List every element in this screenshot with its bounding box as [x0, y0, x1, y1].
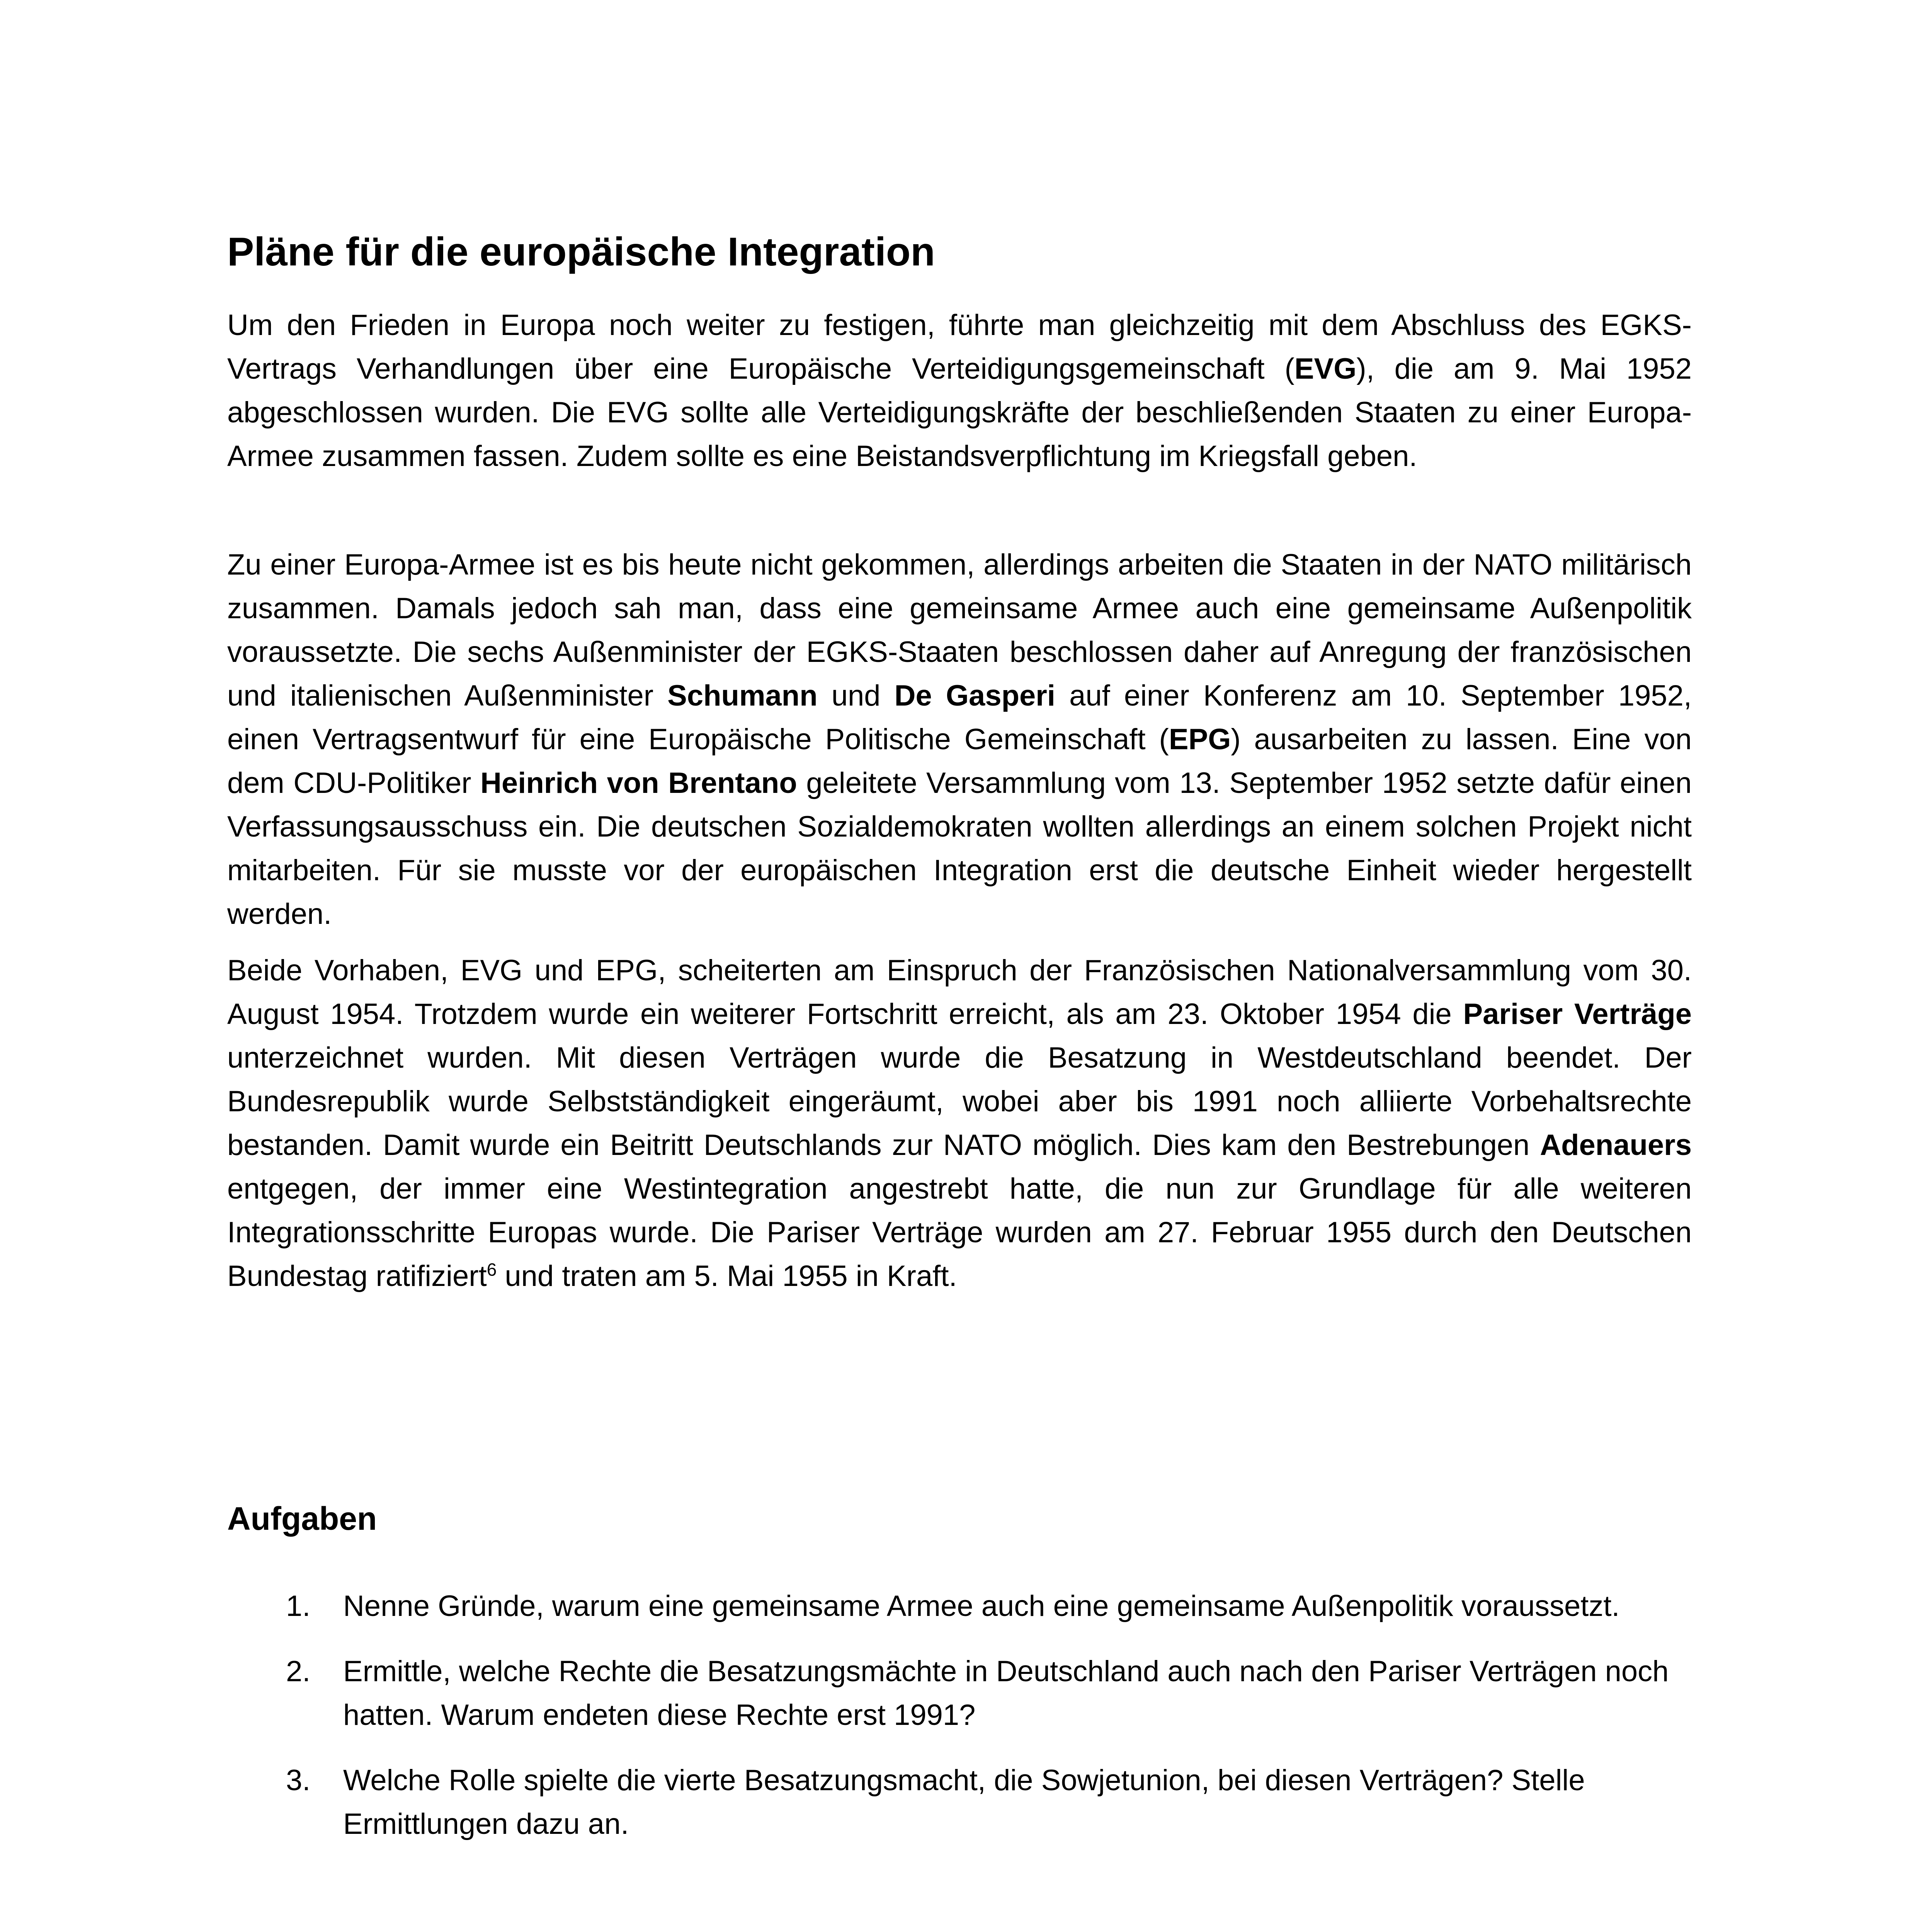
text-run: auf einer Konferenz am 10. September 1952, einen Vertragsentwurf für eine Europäische Politische Gemeinschaft ( [227, 679, 1692, 756]
bold-term: Schumann [667, 679, 818, 712]
text-run: ), die am 9. Mai 1952 abgeschlossen wurden. Die EVG sollte alle Verteidigungskräfte der beschließenden Staaten zu einer Europa-Armee zusammen fassen. Zudem sollte es eine Beistandsverpflichtung im Kriegsfall geben. [227, 352, 1692, 473]
bold-term: De Gasperi [894, 679, 1055, 712]
text-run: entgegen, der immer eine Westintegration angestrebt hatte, die nun zur Grundlage für alle weiteren Integrationsschritte Europas wurde. Die Pariser Verträge wurden am 27. Februar 1955 durch den Deutschen Bundestag ratifiziert [227, 1172, 1692, 1293]
bold-term: EVG [1294, 352, 1357, 385]
text-run: Beide Vorhaben, EVG und EPG, scheiterten am Einspruch der Französischen Nationalversammlung vom 30. August 1954. Trotzdem wurde ein weiterer Fortschritt erreicht, als am 23. Oktober 1954 die [227, 954, 1692, 1031]
section-heading: Pläne für die europäische Integration [227, 230, 935, 274]
task-item [286, 1759, 1692, 1846]
text-run: und traten am 5. Mai 1955 in Kraft. [497, 1260, 957, 1293]
task-number: 1. [286, 1590, 311, 1622]
bold-term: Heinrich von Brentano [480, 767, 797, 799]
task-text: Ermittle, welche Rechte die Besatzungsmächte in Deutschland auch nach den Pariser Verträgen noch hatten. Warum endeten diese Rechte erst 1991? [343, 1655, 1669, 1731]
paragraph-pariser-vertraege [227, 949, 1692, 1298]
text-run: und [817, 679, 895, 712]
text-run: Um den Frieden in Europa noch weiter zu festigen, führte man gleichzeitig mit dem Abschluss des EGKS-Vertrags Verhandlungen über eine Europäische Verteidigungsgemeinschaft ( [227, 309, 1692, 385]
tasks-heading: Aufgaben [227, 1500, 377, 1537]
text-run: Zu einer Europa-Armee ist es bis heute nicht gekommen, allerdings arbeiten die Staaten in der NATO militärisch zusammen. Damals jedoch sah man, dass eine gemeinsame Armee auch eine gemeinsame Außenpolitik voraussetzte. Die sechs Außenminister der EGKS-Staaten beschlossen daher auf Anregung der französischen und italienischen Außenminister [227, 548, 1692, 712]
tasks-list [286, 1584, 1692, 1867]
task-number: 2. [286, 1655, 311, 1688]
task-number: 3. [286, 1764, 311, 1797]
bold-term: Adenauers [1540, 1129, 1692, 1162]
bold-term: Pariser Verträge [1463, 998, 1692, 1031]
task-text: Nenne Gründe, warum eine gemeinsame Armee auch eine gemeinsame Außenpolitik voraussetzt. [343, 1590, 1620, 1622]
paragraph-evg [227, 303, 1692, 478]
task-item [286, 1650, 1692, 1737]
text-run: unterzeichnet wurden. Mit diesen Verträgen wurde die Besatzung in Westdeutschland beendet. Der Bundesrepublik wurde Selbstständigkeit eingeräumt, wobei aber bis 1991 noch alliierte Vorbehaltsrechte bestanden. Damit wurde ein Beitritt Deutschlands zur NATO möglich. Dies kam den Bestrebungen [227, 1041, 1692, 1162]
bold-term: EPG [1169, 723, 1231, 756]
footnote-reference: 6 [486, 1259, 497, 1280]
task-item [286, 1584, 1692, 1628]
text-run: ) ausarbeiten zu lassen. Eine von dem CDU-Politiker [227, 723, 1692, 799]
paragraph-epg [227, 543, 1692, 936]
task-text: Welche Rolle spielte die vierte Besatzungsmacht, die Sowjetunion, bei diesen Verträgen? Stelle Ermittlungen dazu an. [343, 1764, 1585, 1840]
text-run: geleitete Versammlung vom 13. September 1952 setzte dafür einen Verfassungsausschuss ein. Die deutschen Sozialdemokraten wollten allerdings an einem solchen Projekt nicht mitarbeiten. Für sie musste vor der europäischen Integration erst die deutsche Einheit wieder hergestellt werden. [227, 767, 1692, 930]
